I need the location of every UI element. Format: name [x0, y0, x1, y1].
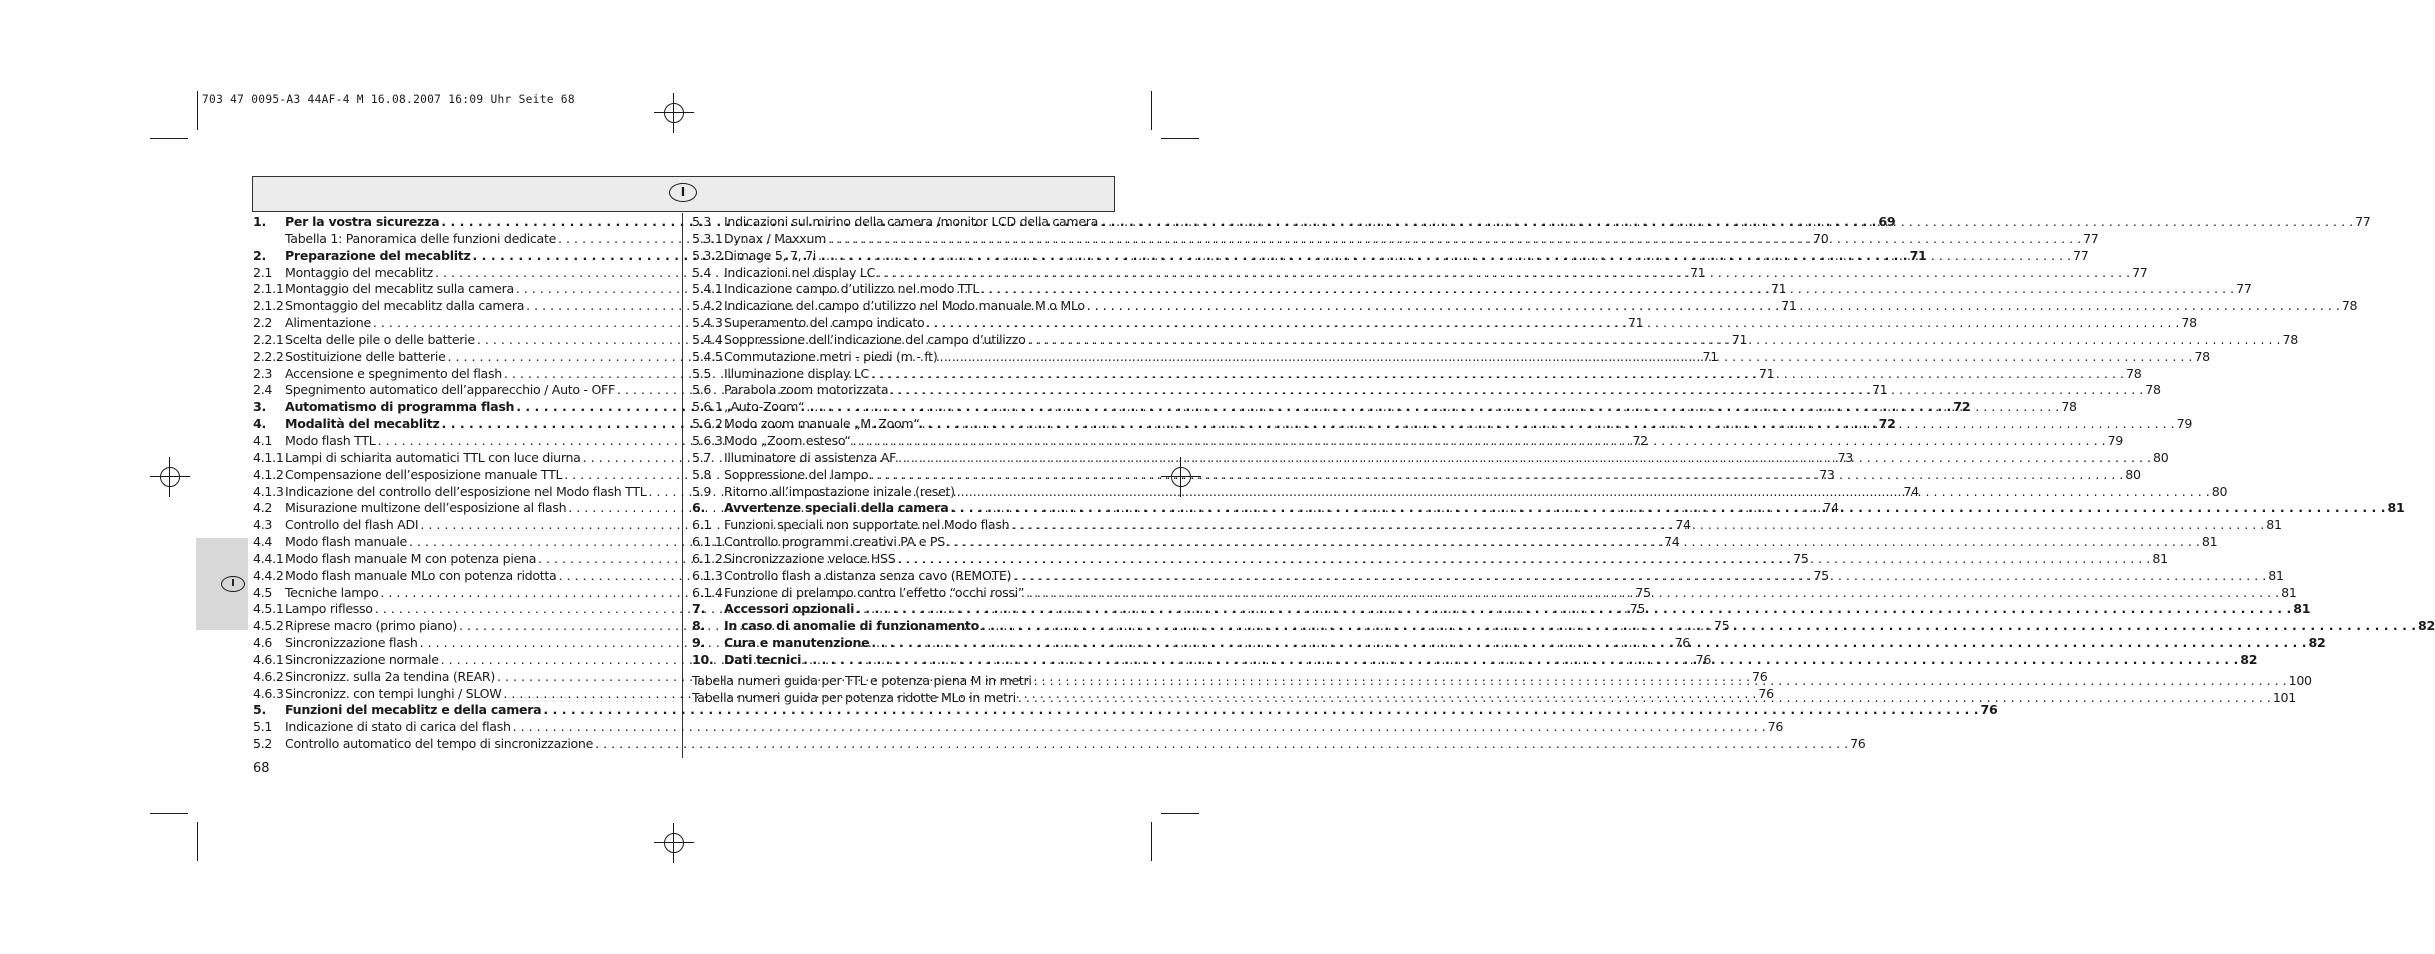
crop-mark-br-h — [1161, 813, 1199, 814]
toc-entry-number: 4.6.1 — [253, 651, 284, 667]
crop-mark-bl-v — [197, 822, 198, 861]
toc-entry-number: 8. — [692, 618, 705, 634]
toc-entry-number: 5.9 — [692, 483, 712, 499]
toc-leader-dots — [804, 399, 2061, 416]
toc-leader-dots — [1011, 568, 2268, 585]
toc-entry-title: Controllo automatico del tempo di sincronizzazione — [285, 736, 594, 752]
language-badge: I — [669, 183, 697, 202]
toc-entry-page: 81 — [2266, 517, 2282, 533]
crop-mark-tl-h — [150, 138, 188, 139]
toc-entry-page: 75 — [1635, 584, 1651, 600]
toc-entry-page: 74 — [1675, 517, 1691, 533]
toc-entry-title: Tabella numeri guida per potenza ridotte MLo in metri — [692, 689, 1016, 705]
toc-entry-page: 78 — [2282, 331, 2298, 347]
toc-entry-page: 72 — [1632, 432, 1648, 448]
toc-leader-dots — [1024, 585, 2281, 602]
toc-leader-dots — [979, 281, 2236, 298]
toc-entry — [253, 702, 1998, 719]
toc-entry-number: 4.3 — [253, 517, 273, 533]
toc-entry-page: 80 — [2125, 466, 2141, 482]
toc-entry-page: 76 — [1674, 635, 1691, 651]
toc-entry-title: Parabola zoom motorizzata — [724, 382, 889, 398]
toc-entry-title: Cura e manutenzione — [724, 635, 870, 651]
toc-entry-title: Funzione di prelampo contro l’effetto “occhi rossi” — [724, 584, 1025, 600]
toc-entry-page: 80 — [2153, 449, 2169, 465]
toc-entry-number: 5.5 — [692, 365, 712, 381]
toc-entry-page: 76 — [1751, 668, 1768, 684]
toc-entry-title: Compensazione dell’esposizione manuale TTL — [285, 466, 563, 482]
toc-entry-title: In caso di anomalie di funzionamento — [724, 618, 979, 634]
toc-leader-dots — [888, 382, 2145, 399]
toc-entry-title: Lampo riflesso — [285, 601, 373, 617]
toc-entry-number: 4.1.1 — [253, 449, 284, 465]
toc-entry-number: 5. — [253, 702, 266, 718]
toc-entry-number: 4.6 — [253, 635, 273, 651]
toc-entry-title: Per la vostra sicurezza — [285, 214, 440, 229]
toc-entry-title: Accessori opzionali — [724, 601, 855, 617]
toc-entry-page: 75 — [1813, 567, 1829, 583]
toc-entry-number: 4.5.1 — [253, 601, 284, 617]
toc-entry-number: 4.1.2 — [253, 466, 284, 482]
toc-entry — [253, 719, 1784, 736]
crop-mark-tr-h — [1161, 138, 1199, 139]
toc-entry-page: 69 — [1878, 214, 1896, 229]
toc-entry-number: 5.4.4 — [692, 331, 723, 347]
toc-entry-number: 5.4.2 — [692, 298, 723, 314]
side-language-badge: I — [221, 576, 245, 592]
toc-leader-dots — [826, 231, 2083, 248]
toc-entry-title: Dynax / Maxxum — [724, 230, 827, 246]
toc-entry-number: 6.1.2 — [692, 550, 723, 566]
toc-entry-page: 81 — [2281, 584, 2297, 600]
toc-entry-title: Modo flash manuale — [285, 534, 407, 550]
toc-entry-number: 5.3.2 — [692, 247, 723, 263]
toc-entry-page: 78 — [2145, 382, 2161, 398]
toc-entry-title: Lampi di schiarita automatici TTL con luce diurna — [285, 449, 581, 465]
toc-entry-title: Indicazione di stato di carica del flash — [285, 719, 511, 735]
toc-entry-page: 71 — [1689, 264, 1706, 280]
toc-entry-page: 71 — [1758, 365, 1775, 381]
toc-entry-page: 73 — [1837, 449, 1854, 465]
toc-entry-page: 78 — [2181, 315, 2197, 331]
toc-entry-page: 101 — [2272, 689, 2296, 705]
toc-entry-number: 2.2.1 — [253, 331, 284, 347]
toc-entry-title: Dimage 5, 7, 7i — [724, 247, 816, 263]
toc-entry-page: 71 — [1702, 348, 1718, 364]
toc-entry-page: 74 — [1903, 483, 1919, 499]
toc-entry-title: Preparazione del mecablitz — [285, 247, 471, 263]
toc-entry-title: Superamento del campo indicato — [724, 315, 925, 331]
toc-entry-page: 78 — [2194, 348, 2210, 364]
toc-entry-title: Accensione e spegnimento del flash — [285, 365, 502, 381]
toc-entry — [253, 736, 1866, 753]
toc-entry-title: Sincronizzazione normale — [285, 651, 439, 667]
toc-entry-number: 4.5 — [253, 584, 273, 600]
toc-entry-number: 3. — [253, 399, 266, 415]
toc-entry-page: 100 — [2288, 672, 2312, 688]
toc-entry-page: 79 — [2107, 432, 2124, 448]
toc-leader-dots — [869, 635, 2308, 652]
print-slug: 703 47 0095-A3 44AF-4 M 16.08.2007 16:09 Uhr Seite 68 — [202, 93, 575, 106]
toc-entry-number: 2. — [253, 247, 266, 263]
toc-entry-page: 82 — [2308, 635, 2326, 651]
toc-leader-dots — [979, 618, 2418, 635]
toc-leader-dots — [854, 601, 2293, 618]
toc-entry-number: 2.4 — [253, 382, 273, 398]
toc-entry-title: „Auto-Zoom“ — [724, 399, 805, 415]
toc-entry-page: 76 — [1758, 685, 1774, 701]
toc-entry-title: Spegnimento automatico dell’apparecchio / Auto - OFF — [285, 382, 615, 398]
toc-entry-title: Indicazioni sul mirino della camera /monitor LCD della camera — [724, 214, 1099, 229]
toc-entry-number: 5.4.5 — [692, 348, 723, 364]
toc-entry-title: Sostituizione delle batterie — [285, 348, 446, 364]
toc-entry-title: Sincronizz. con tempi lunghi / SLOW — [285, 685, 502, 701]
toc-entry-page: 70 — [1813, 230, 1829, 246]
toc-entry-number: 4.4 — [253, 534, 273, 550]
toc-entry-number: 5.6.2 — [692, 416, 723, 432]
toc-leader-dots — [895, 551, 2152, 568]
toc-leader-dots — [1026, 332, 2283, 349]
toc-entry-title: Tabella numeri guida per TTL e potenza piena M in metri — [692, 672, 1032, 688]
toc-entry-number: 1. — [253, 214, 266, 229]
toc-entry-number: 2.1 — [253, 264, 273, 280]
toc-entry-number: 4.1 — [253, 432, 273, 448]
toc-entry-title: Modo zoom manuale „M. Zoom“ — [724, 416, 920, 432]
toc-leader-dots — [875, 265, 2132, 282]
toc-entry-page: 75 — [1793, 550, 1809, 566]
toc-entry-page: 72 — [1878, 416, 1896, 432]
toc-entry-number: 6.1 — [692, 517, 712, 533]
toc-leader-dots — [1085, 298, 2342, 315]
toc-entry-title: Controllo programmi creativi PA e PS — [724, 534, 945, 550]
toc-entry-title: Indicazione del campo d’utilizzo nel Modo manuale M o MLo — [724, 298, 1085, 314]
toc-entry-page: 77 — [2355, 214, 2371, 229]
toc-entry-number: 9. — [692, 635, 705, 651]
toc-entry-number: 4.4.2 — [253, 567, 284, 583]
toc-entry-page: 81 — [2152, 550, 2168, 566]
toc-entry-title: Funzioni del mecablitz e della camera — [285, 702, 542, 718]
toc-entry-page: 71 — [1909, 247, 1927, 263]
toc-entry-number: 2.1.2 — [253, 298, 284, 314]
toc-entry-title: Indicazioni nel display LC — [724, 264, 876, 280]
toc-entry-page: 77 — [2132, 264, 2148, 280]
toc-entry-title: Tecniche lampo — [285, 584, 379, 600]
toc-entry-number: 4.6.2 — [253, 668, 284, 684]
toc-leader-dots — [1098, 214, 2355, 231]
toc-entry-page: 76 — [1980, 702, 1998, 718]
toc-entry-number: 6.1.3 — [692, 567, 723, 583]
toc-entry-number: 4.6.3 — [253, 685, 284, 701]
toc-entry-page: 71 — [1627, 315, 1644, 331]
toc-entry-number: 5.6.1 — [692, 399, 723, 415]
toc-entry-number: 4.2 — [253, 500, 273, 516]
toc-entry-title: Modo flash manuale MLo con potenza ridotta — [285, 567, 557, 583]
registration-mark-top — [654, 93, 694, 133]
toc-entry-title: Automatismo di programma flash — [285, 399, 515, 415]
toc-entry-number: 5.4.1 — [692, 281, 723, 297]
toc-entry-title: Funzioni speciali non supportate nel Modo flash — [724, 517, 1010, 533]
toc-entry-title: Controllo flash a distanza senza cavo (REMOTE) — [724, 567, 1012, 583]
toc-entry-number: 5.1 — [253, 719, 273, 735]
toc-entry-number: 2.2.2 — [253, 348, 284, 364]
toc-entry-title: Sincronizzazione flash — [285, 635, 418, 651]
toc-leader-dots — [924, 315, 2181, 332]
toc-leader-dots — [593, 736, 1850, 753]
registration-mark-bottom — [654, 823, 694, 863]
toc-entry-page: 76 — [1850, 736, 1866, 752]
toc-entry-title: Commutazione metri - piedi (m - ft) — [724, 348, 938, 364]
toc-entry-page: 77 — [2083, 230, 2099, 246]
toc-entry-title: Indicazione campo d’utilizzo nel modo TTL — [724, 281, 980, 297]
toc-entry-title: Indicazione del controllo dell’esposizione nel Modo flash TTL — [285, 483, 647, 499]
toc-entry-page: 72 — [1953, 399, 1971, 415]
toc-leader-dots — [1032, 673, 2289, 690]
crop-mark-tl-v — [197, 91, 198, 130]
toc-leader-dots — [851, 433, 2108, 450]
toc-entry-page: 74 — [1663, 534, 1680, 550]
toc-entry-number: 6.1.1 — [692, 534, 723, 550]
crop-mark-tr-v — [1151, 91, 1152, 130]
toc-entry-page: 81 — [2293, 601, 2311, 617]
toc-entry-number: 5.3 — [692, 214, 712, 229]
toc-entry-page: 73 — [1819, 466, 1835, 482]
toc-entry-title: Montaggio del mecablitz — [285, 264, 433, 280]
toc-entry-title: Ritorno all’impostazione inizale (reset) — [724, 483, 955, 499]
toc-entry-number: 4.1.3 — [253, 483, 284, 499]
toc-entry-title: Avvertenze speciali della camera — [724, 500, 949, 516]
toc-entry-page: 78 — [2341, 298, 2358, 314]
toc-entry-title: Misurazione multizone dell’esposizione al flash — [285, 500, 567, 516]
toc-entry-title: Riprese macro (primo piano) — [285, 618, 457, 634]
toc-entry-page: 81 — [2268, 567, 2284, 583]
toc-entry-number: 10. — [692, 651, 714, 667]
toc-entry-title: Modo „Zoom esteso“ — [724, 432, 851, 448]
toc-leader-dots — [896, 450, 2153, 467]
toc-entry-page: 76 — [1767, 719, 1784, 735]
registration-mark-left — [150, 457, 190, 497]
toc-entry-page: 79 — [2176, 416, 2193, 432]
toc-entry-page: 82 — [2418, 618, 2435, 634]
toc-entry-title: Scelta delle pile o delle batterie — [285, 331, 475, 347]
toc-entry-number: 5.2 — [253, 736, 273, 752]
toc-entry-number: 4.5.2 — [253, 618, 284, 634]
crop-mark-bl-h — [150, 813, 188, 814]
toc-leader-dots — [945, 534, 2202, 551]
toc-leader-dots — [1016, 690, 2273, 707]
toc-entry-number: 5.6.3 — [692, 432, 723, 448]
toc-leader-dots — [948, 500, 2387, 517]
page-number: 68 — [253, 761, 270, 776]
toc-entry-page: 81 — [2387, 500, 2405, 516]
toc-entry-title: Sincronizz. sulla 2a tendina (REAR) — [285, 668, 495, 684]
toc-leader-dots — [868, 467, 2125, 484]
toc-entry-page: 78 — [2061, 399, 2077, 415]
toc-leader-dots — [816, 248, 2073, 265]
toc-entry-title: Controllo del flash ADI — [285, 517, 419, 533]
toc-entry-number: 2.2 — [253, 315, 273, 331]
toc-entry-title: Sincronizzazione veloce HSS — [724, 550, 896, 566]
toc-entry-number: 5.4.3 — [692, 315, 723, 331]
toc-entry-title: Illuminatore di assistenza AF — [724, 449, 897, 465]
toc-entry-number: 6. — [692, 500, 705, 516]
toc-leader-dots — [937, 349, 2194, 366]
toc-entry-page: 81 — [2201, 534, 2218, 550]
toc-leader-dots — [511, 719, 1768, 736]
toc-leader-dots — [920, 416, 2177, 433]
toc-entry-number: 6.1.4 — [692, 584, 723, 600]
toc-leader-dots — [801, 652, 2240, 669]
toc-entry-number: 5.6 — [692, 382, 712, 398]
toc-entry-page: 71 — [1731, 331, 1748, 347]
toc-entry-page: 80 — [2211, 483, 2228, 499]
toc-entry-title: Soppressione del lampo — [724, 466, 869, 482]
toc-entry-title: Smontaggio del mecablitz dalla camera — [285, 298, 525, 314]
toc-entry-page: 71 — [1781, 298, 1797, 314]
toc-entry-number: 2.1.1 — [253, 281, 284, 297]
toc-entry-number: 4. — [253, 416, 266, 432]
toc-entry-page: 77 — [2236, 281, 2252, 297]
toc-entry-number: 7. — [692, 601, 705, 617]
toc-leader-dots — [1009, 517, 2266, 534]
toc-entry-page: 78 — [2126, 365, 2142, 381]
toc-entry-number: 5.7 — [692, 449, 712, 465]
toc-entry-page: 77 — [2072, 247, 2089, 263]
toc-entry-number: 5.3.1 — [692, 230, 723, 246]
crop-mark-br-v — [1151, 822, 1152, 861]
toc-entry-page: 74 — [1823, 500, 1839, 516]
toc-entry-number: 5.4 — [692, 264, 712, 280]
toc-entry-title: Modo flash TTL — [285, 432, 376, 448]
toc-entry-title: Soppressione dell’indicazione del campo d’utilizzo — [724, 331, 1026, 347]
toc-leader-dots — [955, 484, 2212, 501]
toc-leader-dots — [869, 366, 2126, 383]
toc-entry-title: Alimentazione — [285, 315, 371, 331]
toc-entry-number: 2.3 — [253, 365, 273, 381]
toc-entry-title: Illuminazione display LC — [724, 365, 870, 381]
toc-entry-title: Tabella 1: Panoramica delle funzioni dedicate — [285, 230, 557, 246]
toc-entry-title: Modo flash manuale M con potenza piena — [285, 550, 537, 566]
toc-entry-page: 82 — [2240, 651, 2258, 667]
toc-entry-title: Modalità del mecablitz — [285, 416, 440, 432]
toc-entry-page: 71 — [1770, 281, 1787, 297]
toc-entry-title: Dati tecnici — [724, 651, 802, 667]
toc-entry-title: Montaggio del mecablitz sulla camera — [285, 281, 514, 297]
toc-entry-number: 4.4.1 — [253, 550, 284, 566]
toc-entry-page: 75 — [1629, 601, 1646, 617]
toc-entry-page: 76 — [1695, 651, 1712, 667]
toc-entry-number: 5.8 — [692, 466, 712, 482]
toc-entry-page: 71 — [1871, 382, 1888, 398]
toc-entry-page: 75 — [1714, 618, 1730, 634]
